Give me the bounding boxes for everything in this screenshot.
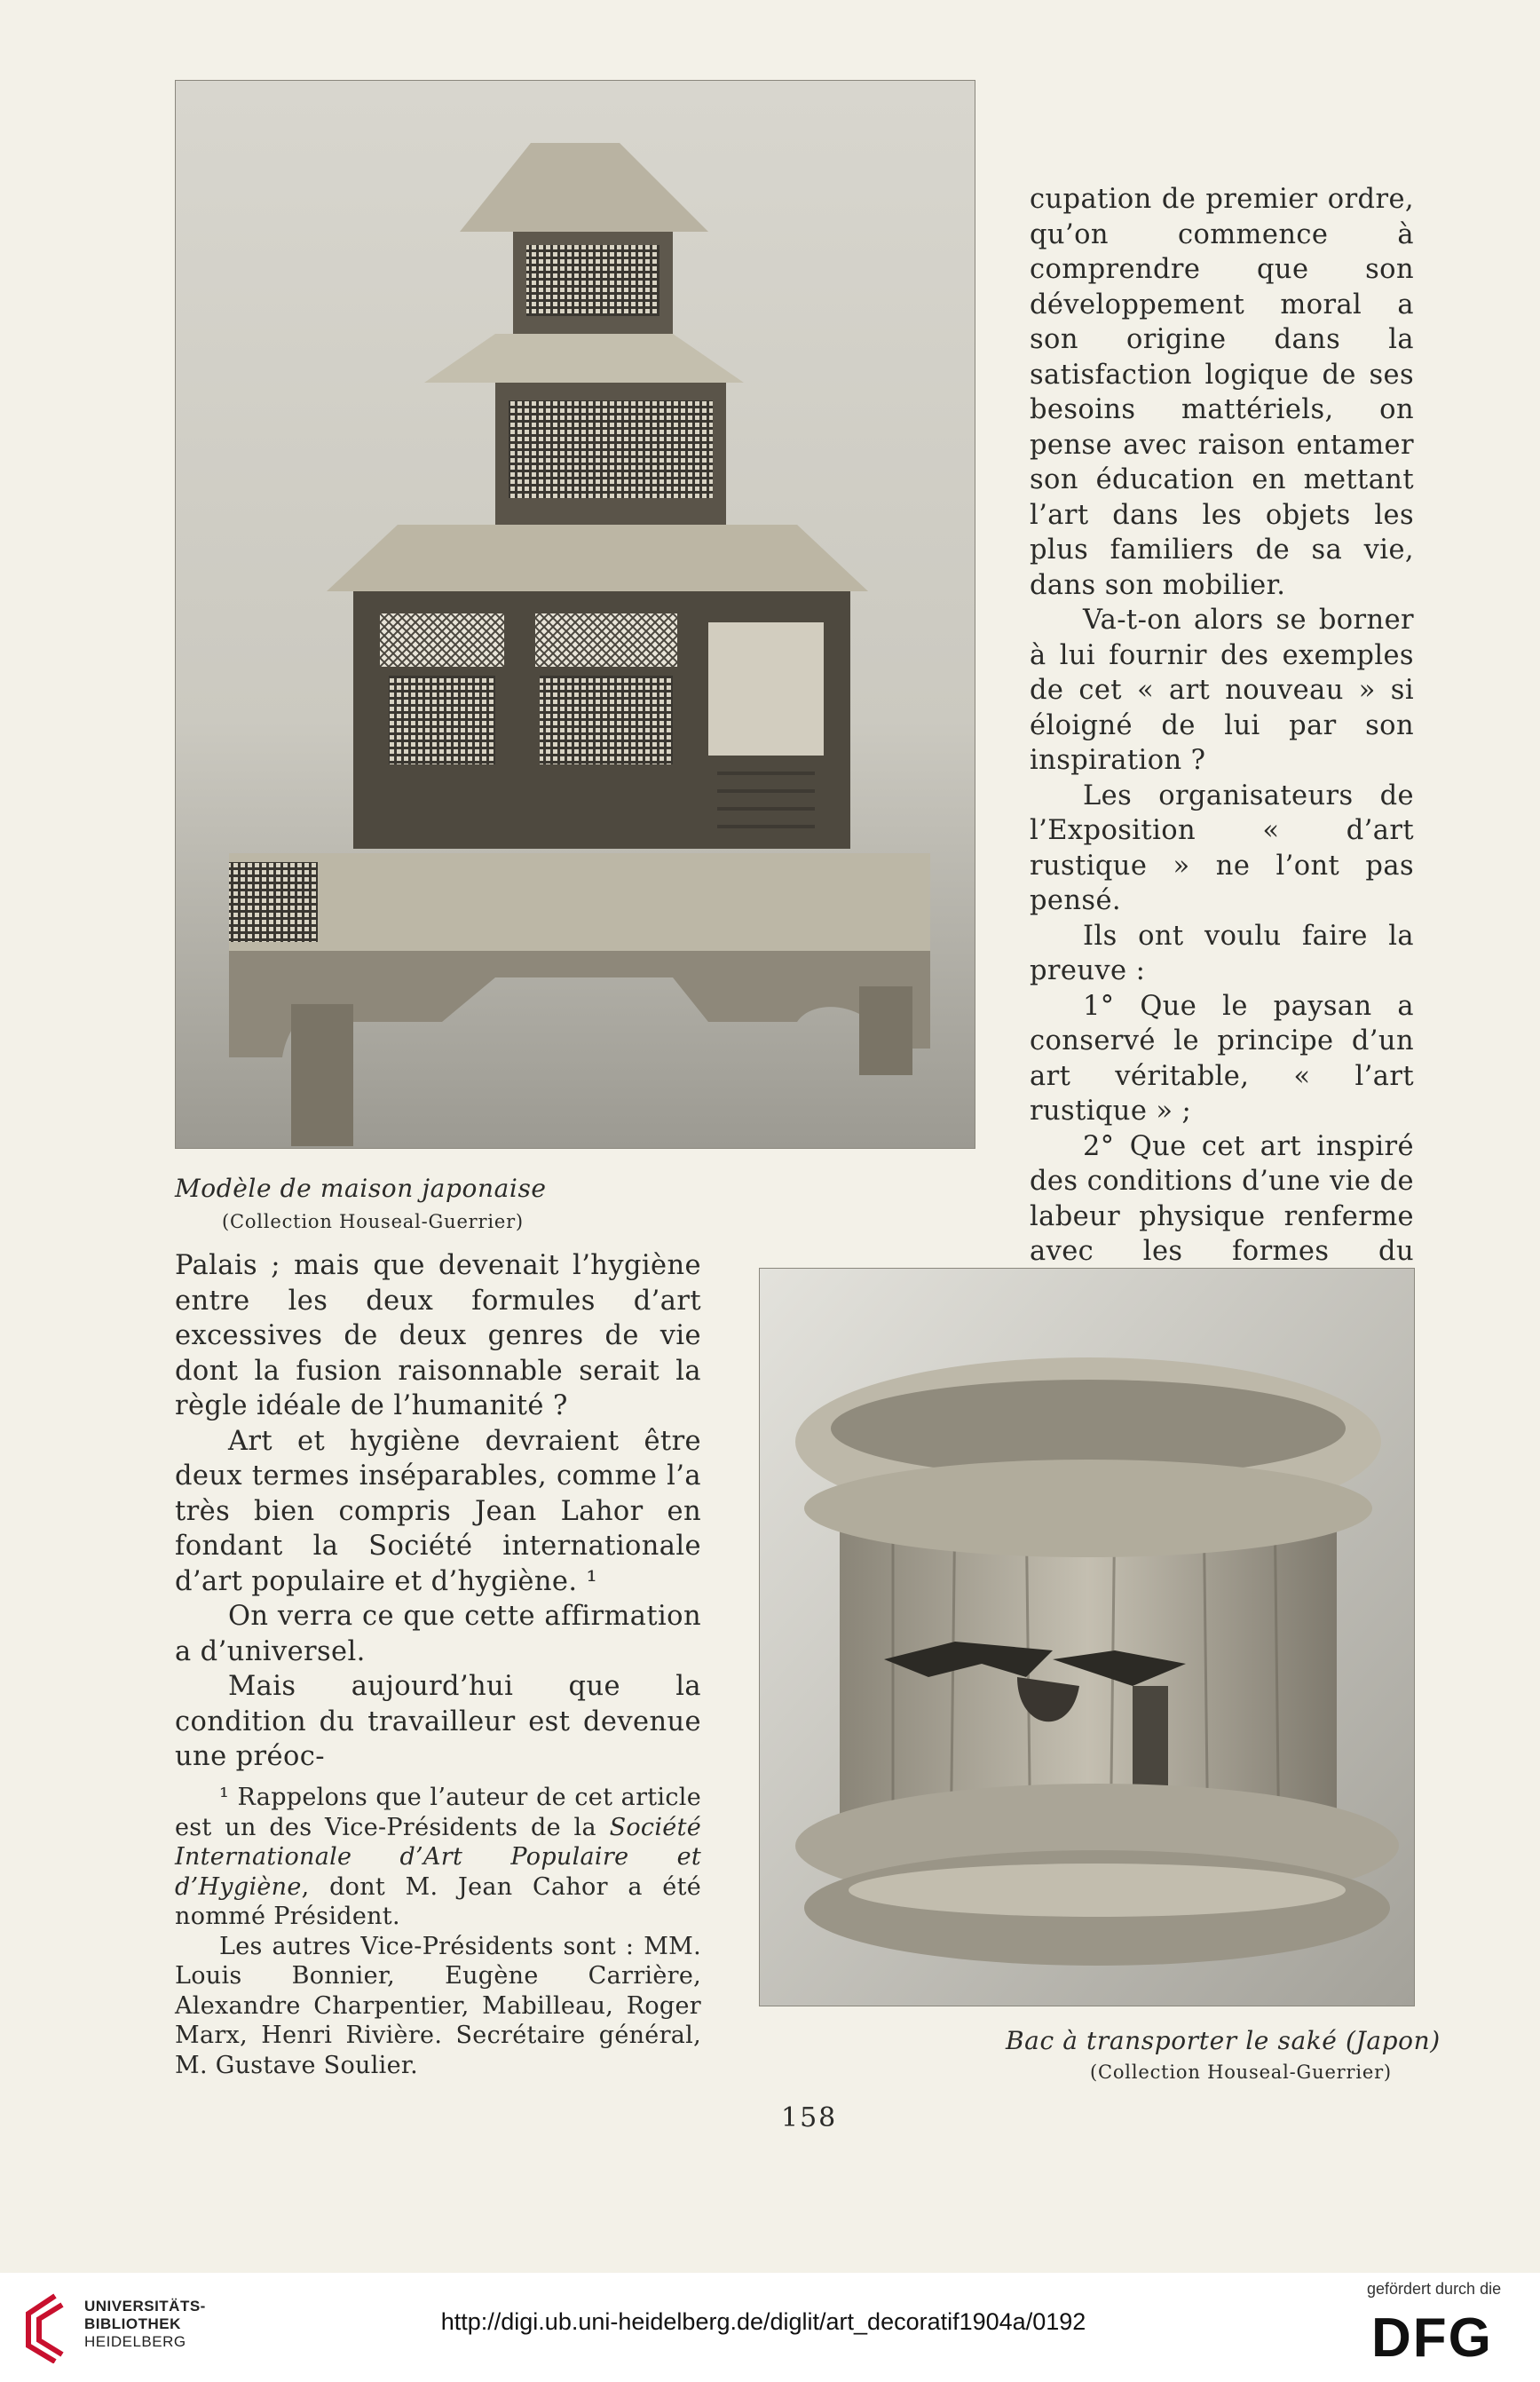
paragraph: Ils ont voulu faire la preuve : [1030, 920, 1414, 986]
library-name: UNIVERSITÄTS- BIBLIOTHEK HEIDELBERG [84, 2298, 206, 2350]
left-column-text [175, 1248, 701, 1775]
paragraph: 1° Que le paysan a conservé le principe d’un art véritable, « l’art rustique » ; [1030, 990, 1414, 1127]
right-column-text [1030, 182, 1414, 1410]
society-name: Société Internationale d’Art Populaire et d’Hygiène [175, 1813, 701, 1901]
house-credit: (Collection Houseal-Guerrier) [222, 1211, 524, 1232]
source-url-link[interactable]: http://digi.ub.uni-heidelberg.de/diglit/art_decoratif1904a/0192 [440, 2308, 1086, 2335]
sake-credit: (Collection Houseal-Guerrier) [1090, 2061, 1392, 2083]
footnote-paragraph: ¹ Rappelons que l’auteur de cet article est un des Vice-Présidents de la Société Internationale d’Art Populaire et d’Hygiène, dont M. Jean Cahor a été nommé Président. [175, 1784, 701, 1930]
dfg-logo: DFG [1371, 2307, 1493, 2369]
funding-label: gefördert durch die [1367, 2280, 1502, 2298]
paragraph: Va-t-on alors se borner à lui fournir des exemples de cet « art nouveau » si éloigné de lui par son inspiration ? [1030, 605, 1414, 776]
page-number: 158 [781, 2102, 838, 2133]
paragraph: Mais aujourd’hui que la condition du travailleur est devenue une préoc- [175, 1671, 701, 1772]
paragraph: Art et hygiène devraient être deux termes inséparables, comme l’a très bien compris Jean Lahor en fondant la Société internationale d’art populaire et d’hygiène. ¹ [175, 1425, 701, 1597]
paragraph: cupation de premier ordre, qu’on commence à comprendre que son développement moral a son origine dans la satisfaction logique de ses besoins mattériels, on pense avec raison entamer son éducation en mettant l’art dans les objets les plus familiers de sa vie, dans son mobilier. [1030, 184, 1414, 601]
paragraph: Palais ; mais que devenait l’hygiène entre les deux formules d’art excessives de deux genres de vie dont la fusion raisonnable serait la règle idéale de l’humanité ? [175, 1250, 701, 1421]
footnote-paragraph: Les autres Vice-Présidents sont : MM. Louis Bonnier, Eugène Carrière, Alexandre Charpentier, Mabilleau, Roger Marx, Henri Rivière. Secrétaire général, M. Gustave Soulier. [175, 1932, 701, 2079]
house-caption: Modèle de maison japonaise [175, 1174, 547, 1203]
sake-tub-photo [759, 1268, 1415, 2006]
footnote [175, 1783, 701, 2080]
paragraph: On verra ce que cette affirmation a d’universel. [175, 1601, 701, 1667]
japanese-house-photo [175, 80, 975, 1149]
sake-caption: Bac à transporter le saké (Japon) [1006, 2026, 1441, 2055]
library-logo-icon [20, 2292, 69, 2363]
paragraph: Les organisateurs de l’Exposition « d’art rustique » ne l’ont pas pensé. [1030, 779, 1414, 916]
paragraph: 2° Que cet art inspiré des conditions d’une vie de labeur physique renferme avec les formes du [1030, 1130, 1414, 1267]
